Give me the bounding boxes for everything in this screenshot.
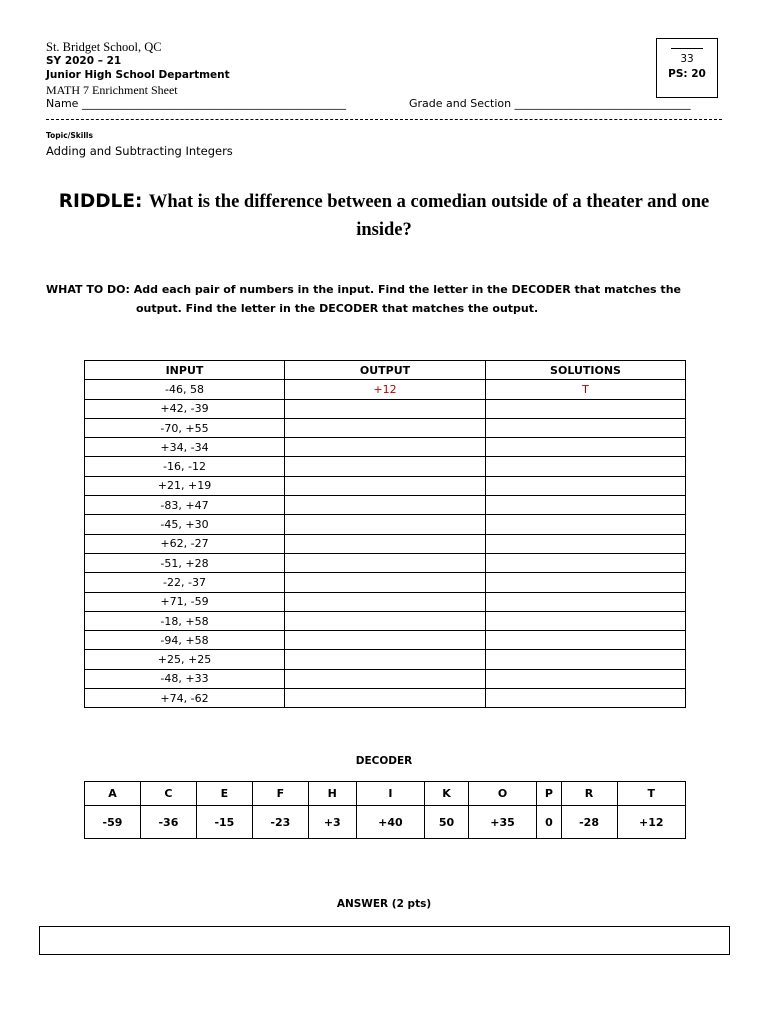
decoder-title: DECODER [355,755,413,767]
topic-value: Adding and Subtracting Integers [46,144,233,158]
solution-cell[interactable] [486,631,686,650]
solution-cell[interactable] [486,438,686,457]
output-cell[interactable] [285,438,486,457]
output-cell[interactable] [285,476,486,495]
input-cell: -51, +28 [85,553,285,572]
output-cell[interactable] [285,515,486,534]
table-body [85,380,686,708]
decoder-value: +12 [617,806,685,839]
topic-label: Topic/Skills [46,131,93,140]
decoder-letter: K [425,782,469,806]
input-output-table [84,360,686,708]
output-cell[interactable] [285,631,486,650]
output-cell[interactable] [285,418,486,437]
decoder-letter: A [85,782,141,806]
solution-cell[interactable] [486,573,686,592]
table-row [85,573,686,592]
input-cell: +21, +19 [85,476,285,495]
decoder-letter: T [617,782,685,806]
answer-label: ANSWER (2 pts) [336,898,432,910]
solution-cell[interactable] [486,611,686,630]
table-row [85,418,686,437]
table-row [85,592,686,611]
decoder-letter: R [561,782,617,806]
table-row [85,438,686,457]
decoder-table [84,781,686,839]
school-year: SY 2020 – 21 [46,55,122,67]
input-cell: -22, -37 [85,573,285,592]
score-blank-line [671,48,703,49]
input-cell: +34, -34 [85,438,285,457]
table-row [85,534,686,553]
table-row [85,399,686,418]
solution-cell[interactable] [486,418,686,437]
dashed-divider [46,119,722,120]
solution-cell[interactable] [486,534,686,553]
total-score: 33 [680,53,694,65]
decoder-letter: P [537,782,561,806]
output-cell[interactable] [285,496,486,515]
decoder-letters-row [85,782,686,806]
solution-cell[interactable]: T [486,380,686,399]
table-header-row [85,361,686,380]
input-cell: -18, +58 [85,611,285,630]
riddle-question: What is the difference between a comedian outside of a theater and one inside? [148,192,710,240]
grade-section-field[interactable]: Grade and Section ________________________________ [409,97,691,110]
score-box [656,38,718,98]
instructions-line-2: output. Find the letter in the DECODER that matches the output. [136,302,539,315]
input-cell: +25, +25 [85,650,285,669]
table-row [85,650,686,669]
table-row [85,380,686,399]
solution-cell[interactable] [486,689,686,708]
solution-cell[interactable] [486,399,686,418]
header-input: INPUT [85,361,285,380]
decoder-value: -23 [252,806,308,839]
department: Junior High School Department [46,69,230,81]
riddle-lead: RIDDLE: [58,191,143,212]
input-cell: -83, +47 [85,496,285,515]
decoder-letter: F [252,782,308,806]
table-row [85,689,686,708]
solution-cell[interactable] [486,592,686,611]
solution-cell[interactable] [486,553,686,572]
input-cell: -70, +55 [85,418,285,437]
decoder-value: -15 [196,806,252,839]
output-cell[interactable] [285,669,486,688]
input-cell: -16, -12 [85,457,285,476]
decoder-value: -59 [85,806,141,839]
input-cell: -94, +58 [85,631,285,650]
school-name: St. Bridget School, QC [46,40,162,54]
input-cell: +74, -62 [85,689,285,708]
decoder-letter: H [308,782,356,806]
output-cell[interactable] [285,611,486,630]
instructions-line-1: WHAT TO DO: Add each pair of numbers in the input. Find the letter in the DECODER that matches the [46,283,681,296]
output-cell[interactable] [285,650,486,669]
decoder-values-row [85,806,686,839]
answer-box[interactable] [39,926,730,955]
decoder-value: +35 [468,806,536,839]
input-cell: -48, +33 [85,669,285,688]
table-row [85,457,686,476]
header-solutions: SOLUTIONS [486,361,686,380]
input-cell: -46, 58 [85,380,285,399]
decoder-value: 0 [537,806,561,839]
output-cell[interactable] [285,534,486,553]
table-row [85,553,686,572]
output-cell[interactable] [285,457,486,476]
table-row [85,631,686,650]
solution-cell[interactable] [486,515,686,534]
decoder-value: -36 [140,806,196,839]
sheet-title: MATH 7 Enrichment Sheet [46,83,178,97]
input-cell: +42, -39 [85,399,285,418]
decoder-letter: O [468,782,536,806]
decoder-letter: E [196,782,252,806]
decoder-value: +40 [356,806,424,839]
table-row [85,611,686,630]
output-cell[interactable] [285,689,486,708]
table-row [85,476,686,495]
table-row [85,496,686,515]
decoder-letter: I [356,782,424,806]
output-cell[interactable] [285,399,486,418]
table-row [85,515,686,534]
solution-cell[interactable] [486,457,686,476]
passing-score: PS: 20 [668,68,706,80]
table-row [85,669,686,688]
solution-cell[interactable] [486,476,686,495]
solution-cell[interactable] [486,669,686,688]
header-output: OUTPUT [285,361,486,380]
riddle-heading [40,188,728,244]
output-cell[interactable] [285,573,486,592]
output-cell[interactable] [285,553,486,572]
output-cell[interactable]: +12 [285,380,486,399]
decoder-value: 50 [425,806,469,839]
decoder-letter: C [140,782,196,806]
input-cell: +71, -59 [85,592,285,611]
decoder-value: -28 [561,806,617,839]
input-cell: -45, +30 [85,515,285,534]
input-cell: +62, -27 [85,534,285,553]
decoder-value: +3 [308,806,356,839]
name-field[interactable]: Name ________________________________________________ [46,97,346,110]
output-cell[interactable] [285,592,486,611]
solution-cell[interactable] [486,496,686,515]
solution-cell[interactable] [486,650,686,669]
